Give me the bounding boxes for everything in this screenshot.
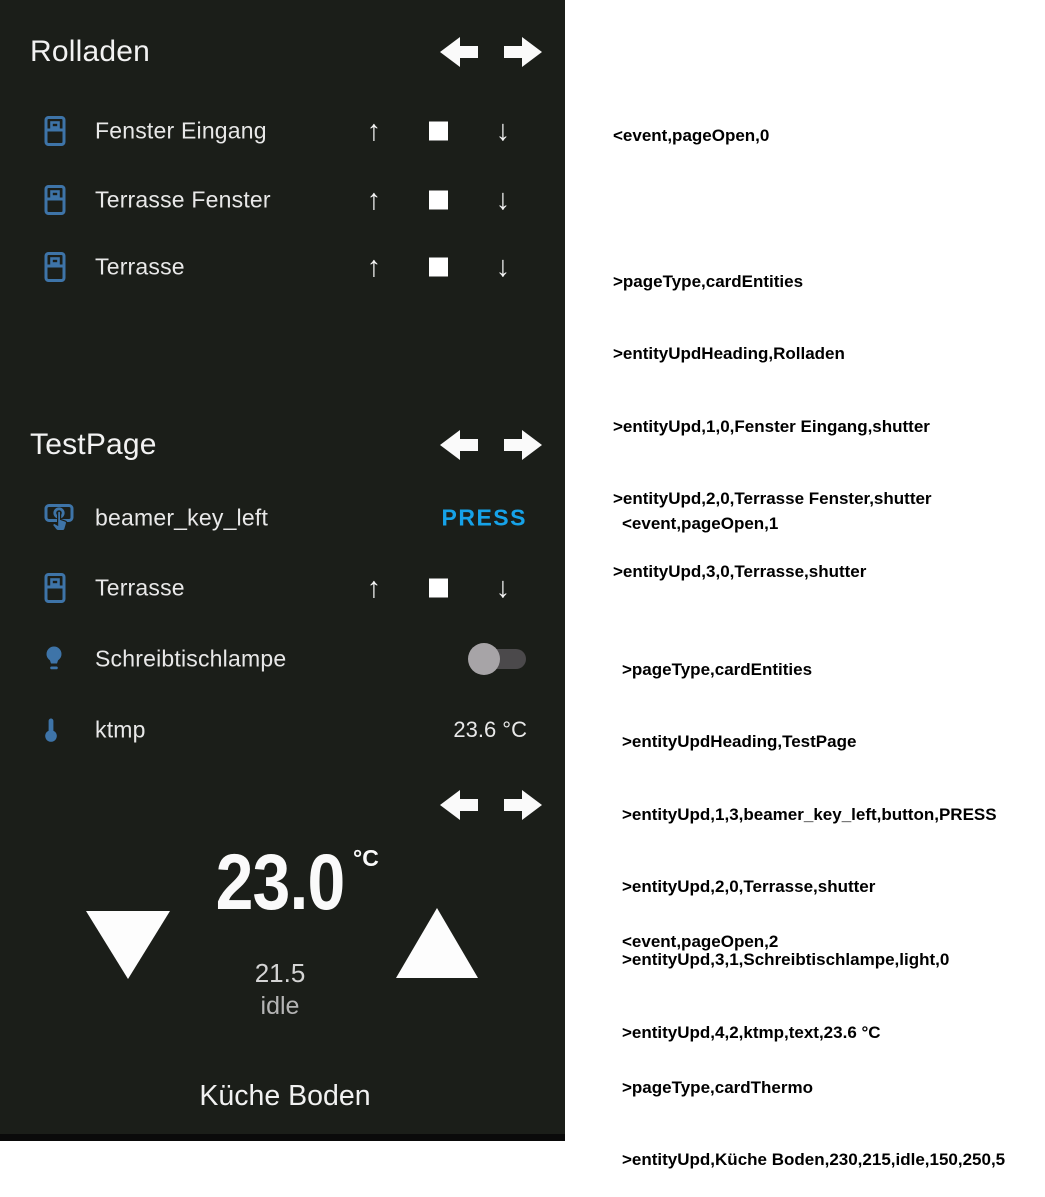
arrow-left-icon [440,430,478,460]
nav-prev-button[interactable] [440,790,478,820]
shutter-up-button[interactable]: ↑ [366,184,382,216]
nav-prev-button[interactable] [440,37,478,67]
shutter-stop-button[interactable] [429,191,448,210]
entity-row [0,107,565,155]
log-line: >entityUpdHeading,TestPage [622,732,857,752]
entity-row [0,243,565,291]
log-line [613,197,932,221]
arrow-right-icon [504,37,542,67]
triangle-down-icon [86,911,170,979]
nav-next-button[interactable] [504,430,542,460]
log-line: >entityUpd,3,1,Schreibtischlampe,light,0 [622,950,950,970]
entity-label: Schreibtischlampe [95,645,287,672]
shutter-up-button[interactable]: ↑ [366,115,382,147]
temp-up-button[interactable] [396,908,478,983]
log-line: >entityUpd,4,2,ktmp,text,23.6 °C [622,1022,881,1042]
gesture-tap-button-icon [44,502,78,534]
light-toggle[interactable] [468,643,528,675]
log-line: >entityUpdHeading,Rolladen [613,344,845,364]
log-line: >entityUpd,1,0,Fenster Eingang,shutter [613,416,930,436]
shutter-down-button[interactable]: ↓ [495,572,511,604]
arrow-right-icon [504,790,542,820]
lightbulb-icon [44,646,78,672]
log-line [622,1003,1005,1027]
window-shutter-icon [44,116,78,147]
shutter-down-button[interactable]: ↓ [495,115,511,147]
page-title: TestPage [30,428,157,461]
nav-prev-button[interactable] [440,430,478,460]
log-line: >entityUpd,2,0,Terrasse,shutter [622,877,876,897]
log-line: >pageType,cardThermo [622,1077,813,1097]
shutter-stop-button[interactable] [429,122,448,141]
entity-label: Terrasse [95,253,185,280]
current-temperature: 23.0 [215,837,345,926]
log-line: <event,pageOpen,1 [622,514,779,534]
entity-label: ktmp [95,716,146,743]
arrow-right-icon [504,430,542,460]
log-line: >entityUpd,3,0,Terrasse,shutter [613,562,867,582]
triangle-up-icon [396,908,478,978]
log-line: <event,pageOpen,0 [613,126,770,146]
shutter-down-button[interactable]: ↓ [495,184,511,216]
shutter-stop-button[interactable] [429,579,448,598]
log-line: >entityUpd,Küche Boden,230,215,idle,150,250,5 [622,1150,1006,1170]
target-temperature: 21.5 [254,958,306,988]
protocol-log-block-3 [622,882,1005,1197]
panel-bottom-bezel [0,1134,565,1141]
thermostat-title: Küche Boden [199,1080,371,1112]
log-line: >pageType,cardEntities [622,659,813,679]
nav-next-button[interactable] [504,37,542,67]
shutter-up-button[interactable]: ↑ [366,572,382,604]
temp-down-button[interactable] [86,911,170,984]
arrow-left-icon [440,37,478,67]
entity-row [0,494,565,542]
thermometer-icon [44,718,78,743]
press-button[interactable]: PRESS [441,504,527,531]
log-line [622,585,997,609]
page-title: Rolladen [30,35,151,68]
sensor-value: 23.6 °C [453,717,527,742]
log-line: >entityUpd,2,0,Terrasse Fenster,shutter [613,489,932,509]
entity-label: beamer_key_left [95,504,269,531]
log-line: >pageType,cardEntities [613,271,804,291]
window-shutter-icon [44,185,78,216]
log-line: >entityUpd,1,3,beamer_key_left,button,PRESS [622,804,997,824]
shutter-up-button[interactable]: ↑ [366,251,382,283]
entity-row [0,564,565,612]
entity-label: Terrasse Fenster [95,186,271,213]
temperature-unit: °C [353,845,379,871]
shutter-stop-button[interactable] [429,258,448,277]
entity-label: Terrasse [95,574,185,601]
entity-label: Fenster Eingang [95,117,267,144]
entity-row [0,635,565,683]
toggle-knob [468,643,500,675]
nav-next-button[interactable] [504,790,542,820]
log-line: <event,pageOpen,2 [622,932,779,952]
thermostat-state: idle [260,992,300,1020]
entity-row [0,706,565,754]
shutter-down-button[interactable]: ↓ [495,251,511,283]
window-shutter-icon [44,573,78,604]
entity-row [0,176,565,224]
window-shutter-icon [44,252,78,283]
arrow-left-icon [440,790,478,820]
